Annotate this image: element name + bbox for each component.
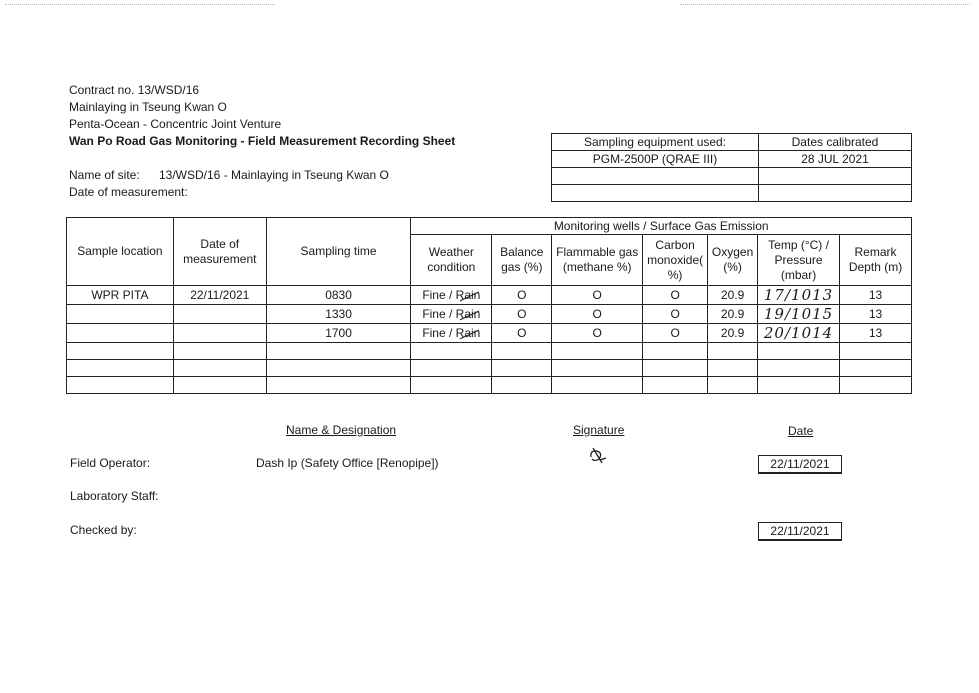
cell-oxygen: 20.9 xyxy=(708,305,758,324)
project-name: Mainlaying in Tseung Kwan O xyxy=(69,100,227,114)
calibration-date-cell: 28 JUL 2021 xyxy=(759,151,912,168)
header-oxygen: Oxygen (%) xyxy=(708,235,758,286)
cell-balance xyxy=(492,360,552,377)
cell-balance: O xyxy=(492,286,552,305)
site-label: Name of site: xyxy=(69,168,140,182)
header-temp-pressure: Temp (°C) / Pressure (mbar) xyxy=(758,235,840,286)
cell-date xyxy=(173,343,266,360)
cell-oxygen xyxy=(708,360,758,377)
date-header: Date xyxy=(788,424,814,438)
cell-temp-pressure: 20/1014 xyxy=(758,324,840,343)
weather-fine: Fine / xyxy=(422,288,453,302)
cell-weather xyxy=(411,286,492,305)
header-remark-depth: Remark Depth (m) xyxy=(840,235,912,286)
cell-flammable xyxy=(552,343,643,360)
field-operator-name: Dash Ip (Safety Office [Renopipe]) xyxy=(256,456,439,470)
cell-date: 22/11/2021 xyxy=(173,286,266,305)
cell-weather xyxy=(411,305,492,324)
header-weather: Weather condition xyxy=(411,235,492,286)
cell-carbon xyxy=(643,343,708,360)
header-sampling-time: Sampling time xyxy=(266,218,411,286)
cell-oxygen xyxy=(708,343,758,360)
header-date-of-measurement: Date of measurement xyxy=(173,218,266,286)
handwritten-signature xyxy=(586,445,610,467)
cell-balance: O xyxy=(492,305,552,324)
cell-temp-pressure xyxy=(758,343,840,360)
equipment-table xyxy=(551,133,912,202)
cell-location xyxy=(67,360,174,377)
table-row xyxy=(67,286,912,305)
weather-rain-struck: Rain xyxy=(455,288,481,302)
cell-temp-pressure: 19/1015 xyxy=(758,305,840,324)
checked-by-date-box: 22/11/2021 xyxy=(758,522,842,541)
table-row xyxy=(67,343,912,360)
cell-date xyxy=(173,377,266,394)
cell-weather xyxy=(411,343,492,360)
cell-date xyxy=(173,305,266,324)
weather-rain-struck: Rain xyxy=(455,326,481,340)
name-designation-header: Name & Designation xyxy=(286,423,397,437)
cell-date xyxy=(173,360,266,377)
cell-temp-pressure xyxy=(758,377,840,394)
cell-location xyxy=(67,377,174,394)
header-balance-gas: Balance gas (%) xyxy=(492,235,552,286)
weather-fine: Fine / xyxy=(422,307,453,321)
cell-weather xyxy=(411,360,492,377)
laboratory-staff-label: Laboratory Staff: xyxy=(70,489,159,503)
equipment-cell: PGM-2500P (QRAE III) xyxy=(552,151,759,168)
cell-remark: 13 xyxy=(840,286,912,305)
measurement-table xyxy=(66,217,912,394)
weather-fine: Fine / xyxy=(422,326,453,340)
cell-balance: O xyxy=(492,324,552,343)
cell-location xyxy=(67,343,174,360)
signature-header: Signature xyxy=(573,423,625,437)
cell-balance xyxy=(492,343,552,360)
cell-time xyxy=(266,377,411,394)
site-value: 13/WSD/16 - Mainlaying in Tseung Kwan O xyxy=(159,168,389,182)
cell-carbon xyxy=(643,377,708,394)
cell-time xyxy=(266,343,411,360)
cell-time xyxy=(266,360,411,377)
cell-remark xyxy=(840,343,912,360)
cell-location: WPR PITA xyxy=(67,286,174,305)
cell-location xyxy=(67,324,174,343)
cell-flammable: O xyxy=(552,324,643,343)
cell-flammable xyxy=(552,377,643,394)
cell-flammable: O xyxy=(552,305,643,324)
header-flammable-gas: Flammable gas (methane %) xyxy=(552,235,643,286)
cell-remark: 13 xyxy=(840,305,912,324)
cell-temp-pressure xyxy=(758,360,840,377)
cell-time: 0830 xyxy=(266,286,411,305)
cell-time: 1700 xyxy=(266,324,411,343)
field-operator-label: Field Operator: xyxy=(70,456,151,470)
equipment-cell xyxy=(552,185,759,202)
cell-carbon: O xyxy=(643,286,708,305)
cell-carbon: O xyxy=(643,324,708,343)
measurement-date-label: Date of measurement: xyxy=(69,185,188,199)
weather-rain-struck: Rain xyxy=(455,307,481,321)
cell-oxygen xyxy=(708,377,758,394)
calibration-date-cell xyxy=(759,168,912,185)
cell-carbon: O xyxy=(643,305,708,324)
table-row xyxy=(67,305,912,324)
field-operator-date-box: 22/11/2021 xyxy=(758,455,842,474)
cell-remark: 13 xyxy=(840,324,912,343)
checked-by-label: Checked by: xyxy=(70,523,137,537)
cell-location xyxy=(67,305,174,324)
cell-oxygen: 20.9 xyxy=(708,324,758,343)
cell-flammable: O xyxy=(552,286,643,305)
cell-remark xyxy=(840,377,912,394)
table-row xyxy=(67,377,912,394)
cell-balance xyxy=(492,377,552,394)
contract-number: Contract no. 13/WSD/16 xyxy=(69,83,200,97)
equipment-header: Sampling equipment used: xyxy=(552,134,759,151)
calibration-date-header: Dates calibrated xyxy=(759,134,912,151)
table-row xyxy=(67,360,912,377)
cell-date xyxy=(173,324,266,343)
scan-top-edge xyxy=(5,4,275,5)
cell-weather xyxy=(411,377,492,394)
cell-temp-pressure: 17/1013 xyxy=(758,286,840,305)
equipment-cell xyxy=(552,168,759,185)
sheet-title: Wan Po Road Gas Monitoring - Field Measurement Recording Sheet xyxy=(69,134,456,148)
table-row xyxy=(67,324,912,343)
header-monitoring-wells: Monitoring wells / Surface Gas Emission xyxy=(411,218,912,235)
cell-oxygen: 20.9 xyxy=(708,286,758,305)
header-carbon-monoxide: Carbon monoxide( %) xyxy=(643,235,708,286)
cell-weather xyxy=(411,324,492,343)
cell-carbon xyxy=(643,360,708,377)
scan-top-edge-right xyxy=(680,4,970,5)
calibration-date-cell xyxy=(759,185,912,202)
cell-flammable xyxy=(552,360,643,377)
contractor-name: Penta-Ocean - Concentric Joint Venture xyxy=(69,117,282,131)
cell-remark xyxy=(840,360,912,377)
header-sample-location: Sample location xyxy=(67,218,174,286)
cell-time: 1330 xyxy=(266,305,411,324)
